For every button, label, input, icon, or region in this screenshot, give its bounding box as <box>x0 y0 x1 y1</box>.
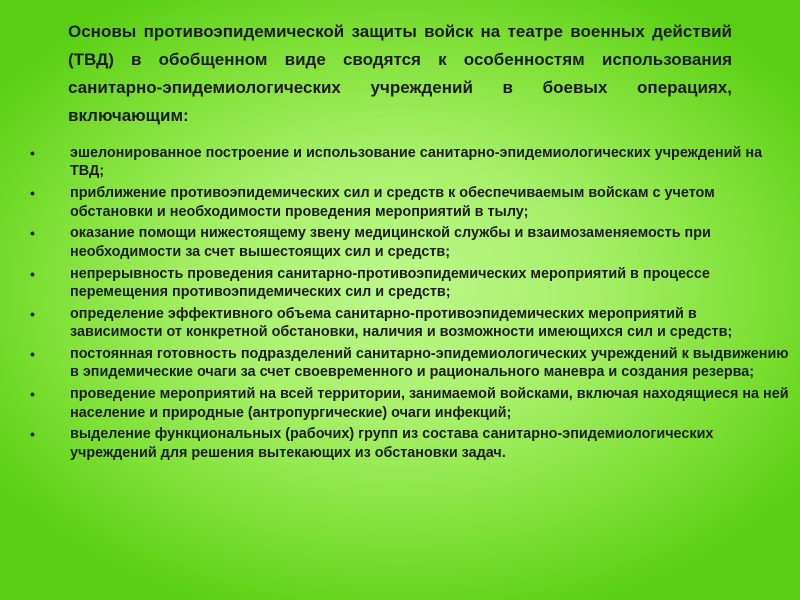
list-item-text: непрерывность проведения санитарно-противоэпидемических мероприятий в процессе перемещения противоэпидемических сил и средств; <box>70 265 710 301</box>
list-item-text: постоянная готовность подразделений санитарно-эпидемиологических учреждений к выдвижению в эпидемические очаги за счет своевременного и рационального маневра и создания резерва; <box>70 346 789 381</box>
bullet-icon: • <box>30 305 35 322</box>
list-item <box>28 385 790 422</box>
list-item <box>28 305 790 342</box>
list-item <box>28 224 790 261</box>
list-item <box>28 345 790 382</box>
list-item-text: проведение мероприятий на всей территории, занимаемой войсками, включая находящиеся на ней население и природные (антропургические) очаги инфекций; <box>70 386 789 421</box>
bullet-icon: • <box>30 185 35 202</box>
list-item-text: определение эффективного объема санитарно-противоэпидемических мероприятий в зависимости от конкретной обстановки, наличия и возможности имеющихся сил и средств; <box>70 305 733 341</box>
list-item <box>28 265 790 302</box>
list-item-text: приближение противоэпидемических сил и средств к обеспечиваемым войскам с учетом обстановки и необходимости проведения мероприятий в тылу; <box>70 185 715 220</box>
bullet-icon: • <box>30 426 35 443</box>
list-item-text: эшелонированное построение и использование санитарно-эпидемиологических учреждений на ТВД; <box>70 145 763 180</box>
bullet-icon: • <box>30 225 35 242</box>
slide-heading: Основы противоэпидемической защиты войск на театре военных действий (ТВД) в обобщенном виде сводятся к особенностям использования санитарно-эпидемиологических учреждений в боевых операциях, включающим: <box>68 22 732 125</box>
list-item <box>28 184 790 221</box>
bullet-list <box>28 144 790 466</box>
list-item-text: выделение функциональных (рабочих) групп из состава санитарно-эпидемиологических учреждений для решения вытекающих из обстановки задач. <box>70 426 714 461</box>
bullet-icon: • <box>30 386 35 403</box>
bullet-icon: • <box>30 145 35 161</box>
list-item <box>28 425 790 462</box>
list-item-text: оказание помощи нижестоящему звену медицинской службы и взаимозаменяемость при необходимости за счет вышестоящих сил и средств; <box>70 225 711 260</box>
list-item <box>28 144 790 181</box>
bullet-icon: • <box>30 265 35 282</box>
bullet-icon: • <box>30 346 35 363</box>
